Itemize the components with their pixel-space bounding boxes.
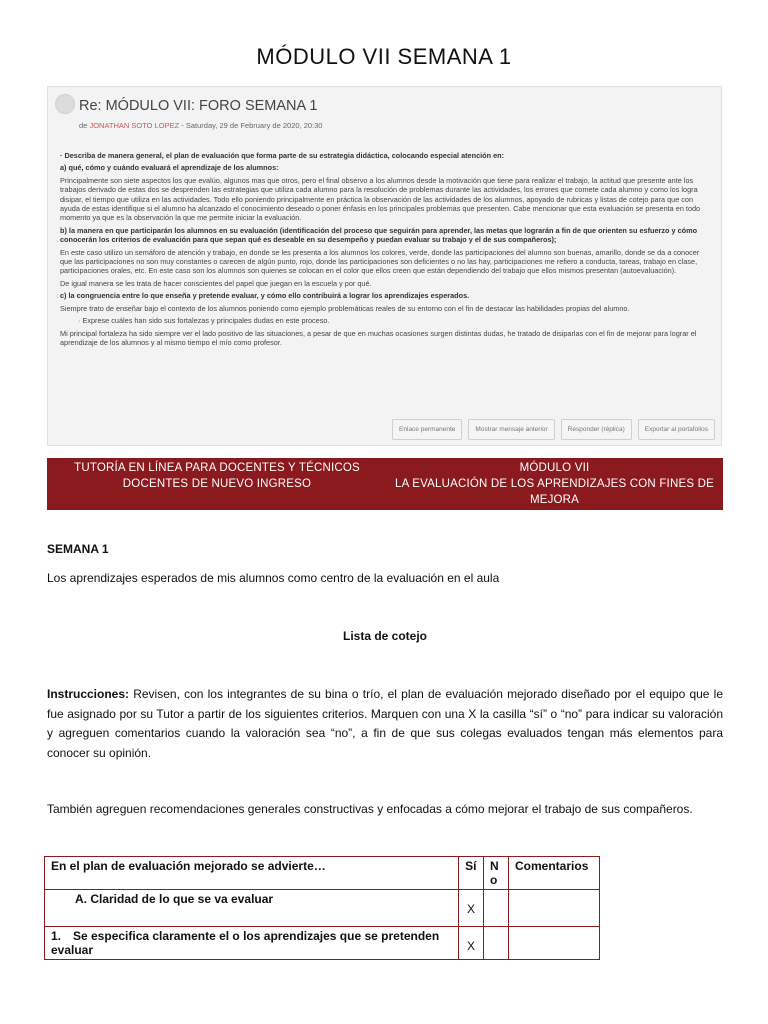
header-yes: Sí [459, 857, 484, 890]
forum-paragraph: De igual manera se les trata de hacer conscientes del papel que juegan en la escuela y por qué. [60, 278, 372, 288]
forum-paragraph: Siempre trato de enseñar bajo el contexto de los alumnos poniendo como ejemplo problemáticas reales de su entorno con el fin de destacar las habilidades propias del alumno. [60, 303, 630, 313]
criterion-text: Se especifica claramente el o los aprendizajes que se pretenden evaluar [51, 929, 440, 957]
forum-paragraph: · Describa de manera general, el plan de evaluación que forma parte de su estrategia didáctica, colocando especial atención en: [60, 151, 505, 160]
forum-post [47, 86, 722, 446]
post-date: - Saturday, 29 de February de 2020, 20:30 [179, 121, 323, 130]
banner-right [387, 460, 722, 508]
instructions-text: Revisen, con los integrantes de su bina o trío, el plan de evaluación mejorado diseñado por el equipo que le fue asignado por su Tutor a partir de los siguientes criterios. Marquen con una X la casilla “sí” o “no” para indicar su valoración y agreguen comentarios cuando la valoración sea “no”, a fin de que sus colegas evaluados tengan más elementos para conocer su opinión. [47, 687, 723, 760]
forum-paragraph: Principalmente son siete aspectos los que evalúo, algunos mas que otros, pero el final observo a los alumnos desde la motivación que tiene para realizar el trabajo, la actitud que presente ante los trabajos derivado de estas dos se desprenden las estrategias que utiliza cada alumno para la resolución de problemas durante las actividades, los errores que comete cada alumno y como los logra disipar, el tiempo que utiliza en las actividades. Todo ello poniendo principalmente en práctica la observación de las actividades de los alumnos, apoyado de rubricas y listas de cotejo para que con ayuda de estas identifique si el alumno ha alcanzado el conocimiento deseado o poner énfasis en los principales problemas que presenten. Cabe mencionar que esta evaluación se presenta en todo momento ya que es la observación la que me permite iniciar la evaluación. [60, 175, 701, 223]
reply-button[interactable]: Responder (réplica) [561, 419, 632, 440]
permalink-button[interactable]: Enlace permanente [392, 419, 462, 440]
criterion-cell [45, 927, 459, 960]
banner-left-line2: DOCENTES DE NUEVO INGRESO [122, 478, 312, 490]
forum-actions [392, 419, 715, 440]
show-previous-button[interactable]: Mostrar mensaje anterior [468, 419, 554, 440]
table-row [45, 927, 600, 960]
comments-cell[interactable] [509, 890, 600, 927]
banner-left-line1: TUTORÍA EN LÍNEA PARA DOCENTES Y TÉCNICOS [74, 462, 360, 474]
recommendations-paragraph: También agreguen recomendaciones generales constructivas y enfocadas a cómo mejorar el trabajo de sus compañeros. [47, 802, 693, 816]
author-link[interactable]: JONATHAN SOTO LOPEZ [89, 121, 180, 130]
forum-byline [79, 121, 322, 130]
forum-paragraph: b) la manera en que participarán los alumnos en su evaluación (identificación del proceso que seguirán para aprender, las metas que lograrán a fin de que orienten su esfuerzo y cómo conocerán los criterios de evaluación para que sepan qué es deseable en su desempeño y puedan evaluar su trabajo y el de sus compañeros); [60, 225, 698, 245]
banner-right-line1: MÓDULO VII [519, 462, 590, 474]
avatar [55, 94, 75, 114]
section-subtitle: Los aprendizajes esperados de mis alumnos como centro de la evaluación en el aula [47, 571, 500, 585]
instructions-paragraph [47, 685, 723, 763]
page-title: MÓDULO VII SEMANA 1 [256, 44, 512, 69]
forum-paragraph: c) la congruencia entre lo que enseña y pretende evaluar, y cómo ello contribuirá a lograr los aprendizajes esperados. [60, 291, 470, 301]
criterion-number: 1. [51, 929, 62, 943]
header-no: N o [484, 857, 509, 890]
banner-right-line2: LA EVALUACIÓN DE LOS APRENDIZAJES CON FINES DE MEJORA [395, 478, 714, 506]
banner-left [47, 460, 387, 492]
byline-prefix: de [79, 121, 90, 130]
forum-paragraph: Mi principal fortaleza ha sido siempre ver el lado positivo de las situaciones, a pesar de que en muchas ocasiones surgen distintas dudas, he tratado de disiparlas con el fin de mejorar para lograr el aprendizaje de los alumnos y al mismo tiempo el mío como profesor. [60, 328, 697, 347]
forum-paragraph: · Exprese cuáles han sido sus fortalezas y principales dudas en este proceso. [78, 316, 330, 326]
comments-cell[interactable] [509, 927, 600, 960]
forum-paragraph: En este caso utilizo un semáforo de atención y trabajo, en donde se les presenta a los alumnos los colores, verde, donde las participaciones del alumno son buenas, amarillo, donde se da a conocer que las participaciones no son muy constantes o carecen de algún punto, rojo, donde las participaciones son deficientes o no las hay, participaciones me refiero a conducta, tareas, trabajo en clase, participaciones orales, etc. En este caso son los alumnos son quienes se colocan en el color que ellos creen que están dependiendo del trabajo que ellos mismos presentan (autoevaluación). [60, 247, 700, 276]
table-row [45, 890, 600, 927]
instructions-label: Instrucciones: [47, 687, 130, 701]
checklist-heading: Lista de cotejo [342, 629, 428, 643]
table-header-row [45, 857, 600, 890]
export-portfolio-button[interactable]: Exportar al portafolios [638, 419, 715, 440]
forum-paragraph: a) qué, cómo y cuándo evaluará el aprendizaje de los alumnos: [60, 163, 279, 173]
criterion-cell: A. Claridad de lo que se va evaluar [45, 890, 459, 927]
no-cell[interactable] [484, 927, 509, 960]
header-comments: Comentarios [509, 857, 600, 890]
checklist-table [44, 856, 600, 960]
module-banner [47, 458, 723, 510]
week-heading: SEMANA 1 [47, 542, 109, 556]
forum-post-title: Re: MÓDULO VII: FORO SEMANA 1 [79, 98, 318, 114]
yes-cell[interactable]: X [459, 890, 484, 927]
yes-cell[interactable]: X [459, 927, 484, 960]
header-criterion: En el plan de evaluación mejorado se advierte… [45, 857, 459, 890]
forum-post-body [60, 151, 710, 350]
no-cell[interactable] [484, 890, 509, 927]
